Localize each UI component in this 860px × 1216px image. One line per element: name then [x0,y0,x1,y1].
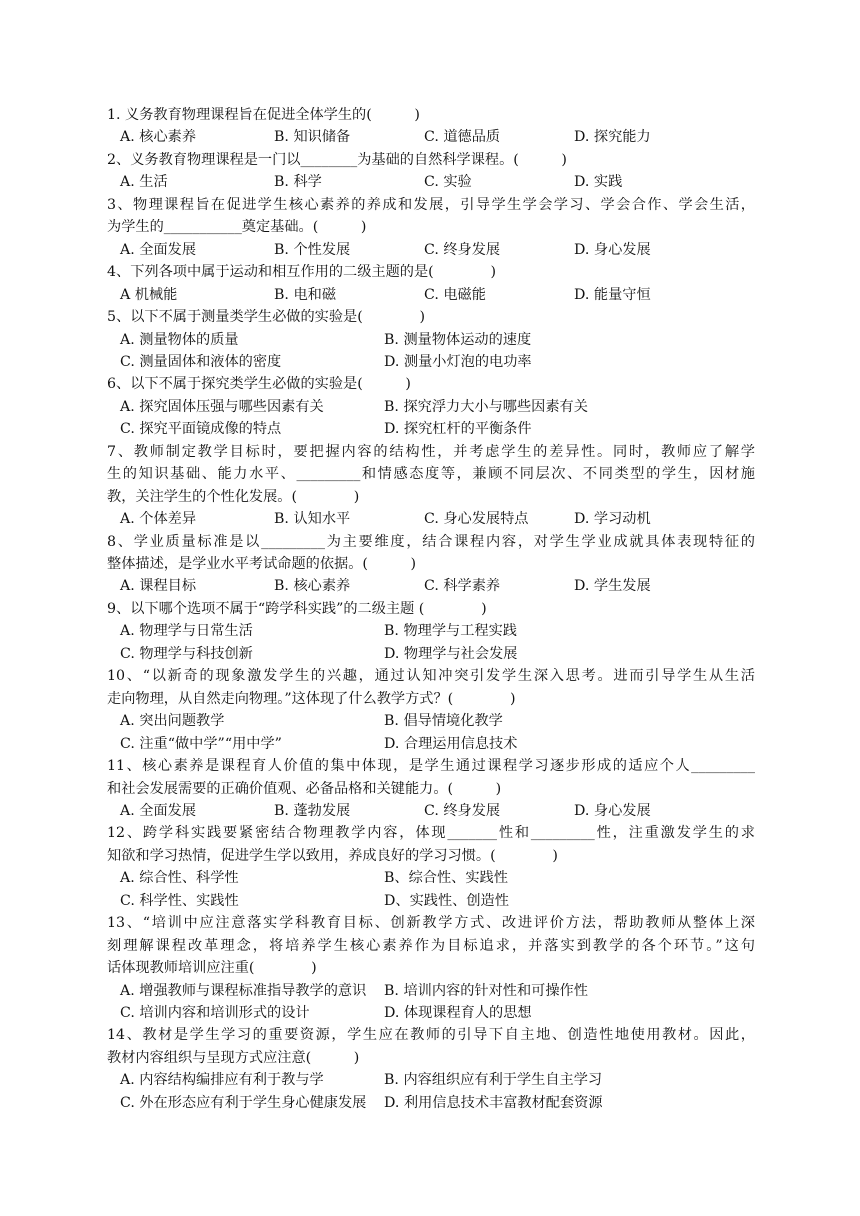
question-8-option-a[interactable]: A. 课程目标 [120,578,197,595]
question-12-option-c[interactable]: C. 科学性、实践性 [120,892,239,909]
question-3-option-a[interactable]: A. 全面发展 [120,241,197,258]
question-8-option-c[interactable]: C. 科学素养 [424,578,501,595]
question-13-stem-line: 话体现教师培训应注重( ) [107,960,317,977]
question-13-options-row [0,1002,860,1024]
question-10-stem-line: 10、“以新奇的现象激发学生的兴趣，通过认知冲突引发学生深入思考。进而引导学生从生活 [107,668,755,685]
question-7-stem-line: 教，关注学生的个性化发展。( ) [107,488,360,505]
question-13-option-c[interactable]: C. 培训内容和培训形式的设计 [120,1005,310,1021]
question-3-option-b[interactable]: B. 个性发展 [274,241,351,258]
question-6-options-row [0,396,860,418]
question-7-stem-line: 生的知识基础、能力水平、_________和情感态度等，兼顾不同层次、不同类型的学生，因材施 [107,466,755,483]
question-14-stem-line: 教材内容组织与呈现方式应注意( ) [107,1049,360,1066]
question-4-option-d[interactable]: D. 能量守恒 [574,286,651,303]
question-3-option-c[interactable]: C. 终身发展 [424,241,501,258]
question-8-stem-line: 整体描述，是学业水平考试命题的依据。( ) [107,556,417,572]
question-1-option-d[interactable]: D. 探究能力 [574,129,651,146]
question-6-option-d[interactable]: D. 探究杠杆的平衡条件 [384,421,532,438]
question-12-option-a[interactable]: A. 综合性、科学性 [120,870,239,887]
question-5-option-c[interactable]: C. 测量固体和液体的密度 [120,353,282,370]
question-12-options-row [0,867,860,889]
question-11-option-b[interactable]: B. 蓬勃发展 [274,802,351,819]
question-4-stem-line: 4、下列各项中属于运动和相互作用的二级主题的是( ) [107,264,496,281]
question-1-option-c[interactable]: C. 道德品质 [424,129,501,146]
question-2-options-row [0,171,860,193]
question-12-stem-line: 12、跨学科实践要紧密结合物理教学内容，体现_______性和_________性，注重激发学生的求 [107,825,755,842]
question-4-option-a[interactable]: A 机械能 [120,286,178,303]
question-14-options-row [0,1069,860,1091]
question-5-option-a[interactable]: A. 测量物体的质量 [120,331,239,348]
question-2-stem-line: 2、义务教育物理课程是一门以________为基础的自然科学课程。( ) [107,151,567,168]
question-10-options-row [0,710,860,732]
question-6-option-a[interactable]: A. 探究固体压强与哪些因素有关 [120,398,324,415]
question-7-option-d[interactable]: D. 学习动机 [574,511,651,528]
question-12-option-b[interactable]: B、综合性、实践性 [384,870,508,887]
question-4-options-row [0,284,860,306]
question-10-option-d[interactable]: D. 合理运用信息技术 [384,735,518,752]
question-10-option-a[interactable]: A. 突出问题教学 [120,713,225,730]
question-5-option-d[interactable]: D. 测量小灯泡的电功率 [384,353,532,370]
question-14-option-a[interactable]: A. 内容结构编排应有利于教与学 [120,1072,324,1089]
question-10-options-row [0,733,860,755]
question-9-option-c[interactable]: C. 物理学与科技创新 [120,645,253,662]
question-10-option-c[interactable]: C. 注重“做中学”“用中学” [120,735,282,752]
question-7-option-c[interactable]: C. 身心发展特点 [424,511,529,528]
question-12-option-d[interactable]: D、实践性、创造性 [384,892,509,909]
question-12-options-row [0,890,860,912]
question-12-stem-line: 知欲和学习热情，促进学生学以致用，养成良好的学习习惯。( ) [107,847,558,864]
question-13-stem-line: 刻理解课程改革理念，将培养学生核心素养作为目标追求，并落实到教学的各个环节。”这句 [107,937,755,954]
question-7-stem-line: 7、教师制定教学目标时，要把握内容的结构性，并考虑学生的差异性。同时，教师应了解学 [107,443,755,460]
question-3-stem-line: 3、物理课程旨在促进学生核心素养的养成和发展，引导学生学会学习、学会合作、学会生活， [107,196,755,213]
question-2-option-a[interactable]: A. 生活 [120,174,168,191]
question-13-option-d[interactable]: D. 体现课程育人的思想 [384,1005,532,1021]
question-11-stem-line: 和社会发展需要的正确价值观、必备品格和关键能力。( ) [107,780,502,797]
question-10-stem-line: 走向物理，从自然走向物理。”这体现了什么教学方式？( ) [107,690,516,707]
question-7-options-row [0,508,860,530]
question-9-stem-line: 9、以下哪个选项不属于“跨学科实践”的二级主题 ( ) [107,600,487,617]
question-1-stem-line: 1. 义务教育物理课程旨在促进全体学生的( ) [107,107,420,123]
question-6-option-c[interactable]: C. 探究平面镜成像的特点 [120,421,282,438]
question-6-options-row [0,418,860,440]
question-14-option-c[interactable]: C. 外在形态应有利于学生身心健康发展 [120,1094,367,1111]
question-1-option-b[interactable]: B. 知识储备 [274,129,351,146]
question-14-options-row [0,1092,860,1114]
question-13-options-row [0,980,860,1002]
question-4-option-b[interactable]: B. 电和磁 [274,286,337,303]
question-11-option-c[interactable]: C. 终身发展 [424,802,501,819]
question-3-stem-line: 为学生的___________奠定基础。( ) [107,219,367,236]
question-9-options-row [0,643,860,665]
question-11-options-row [0,800,860,822]
question-13-option-a[interactable]: A. 增强教师与课程标准指导教学的意识 [120,982,367,999]
question-7-option-a[interactable]: A. 个体差异 [120,511,197,528]
question-7-option-b[interactable]: B. 认知水平 [274,511,351,528]
question-14-option-b[interactable]: B. 内容组织应有利于学生自主学习 [384,1072,603,1089]
question-13-stem-line: 13、“培训中应注意落实学科教育目标、创新教学方式、改进评价方法，帮助教师从整体上深 [107,915,755,932]
question-8-option-d[interactable]: D. 学生发展 [574,578,651,595]
question-6-stem-line: 6、以下不属于探究类学生必做的实验是( ) [107,376,411,393]
question-5-stem-line: 5、以下不属于测量类学生必做的实验是( ) [107,309,426,326]
question-1-options-row [0,126,860,148]
question-9-option-a[interactable]: A. 物理学与日常生活 [120,623,253,640]
question-13-option-b[interactable]: B. 培训内容的针对性和可操作性 [384,982,588,999]
question-8-stem-line: 8、学业质量标准是以_________为主要维度，结合课程内容，对学生学业成就具体表现特征的 [107,533,755,550]
question-10-option-b[interactable]: B. 倡导情境化教学 [384,713,503,730]
question-11-option-d[interactable]: D. 身心发展 [574,802,651,819]
question-1-option-a[interactable]: A. 核心素养 [120,129,197,146]
question-6-option-b[interactable]: B. 探究浮力大小与哪些因素有关 [384,398,588,415]
question-9-options-row [0,620,860,642]
question-14-option-d[interactable]: D. 利用信息技术丰富教材配套资源 [384,1094,603,1111]
question-3-option-d[interactable]: D. 身心发展 [574,241,651,258]
question-8-options-row [0,575,860,597]
question-4-option-c[interactable]: C. 电磁能 [424,286,486,303]
question-5-option-b[interactable]: B. 测量物体运动的速度 [384,331,532,348]
question-2-option-c[interactable]: C. 实验 [424,174,472,191]
question-2-option-d[interactable]: D. 实践 [574,174,623,191]
question-11-option-a[interactable]: A. 全面发展 [120,802,197,819]
question-8-option-b[interactable]: B. 核心素养 [274,578,351,595]
question-9-option-d[interactable]: D. 物理学与社会发展 [384,645,518,662]
question-2-option-b[interactable]: B. 科学 [274,174,322,191]
question-5-options-row [0,351,860,373]
question-9-option-b[interactable]: B. 物理学与工程实践 [384,623,517,640]
question-5-options-row [0,329,860,351]
question-3-options-row [0,239,860,261]
question-11-stem-line: 11、核心素养是课程育人价值的集中体现，是学生通过课程学习逐步形成的适应个人_________ [107,758,755,775]
question-14-stem-line: 14、教材是学生学习的重要资源，学生应在教师的引导下自主地、创造性地使用教材。因此， [107,1027,755,1044]
